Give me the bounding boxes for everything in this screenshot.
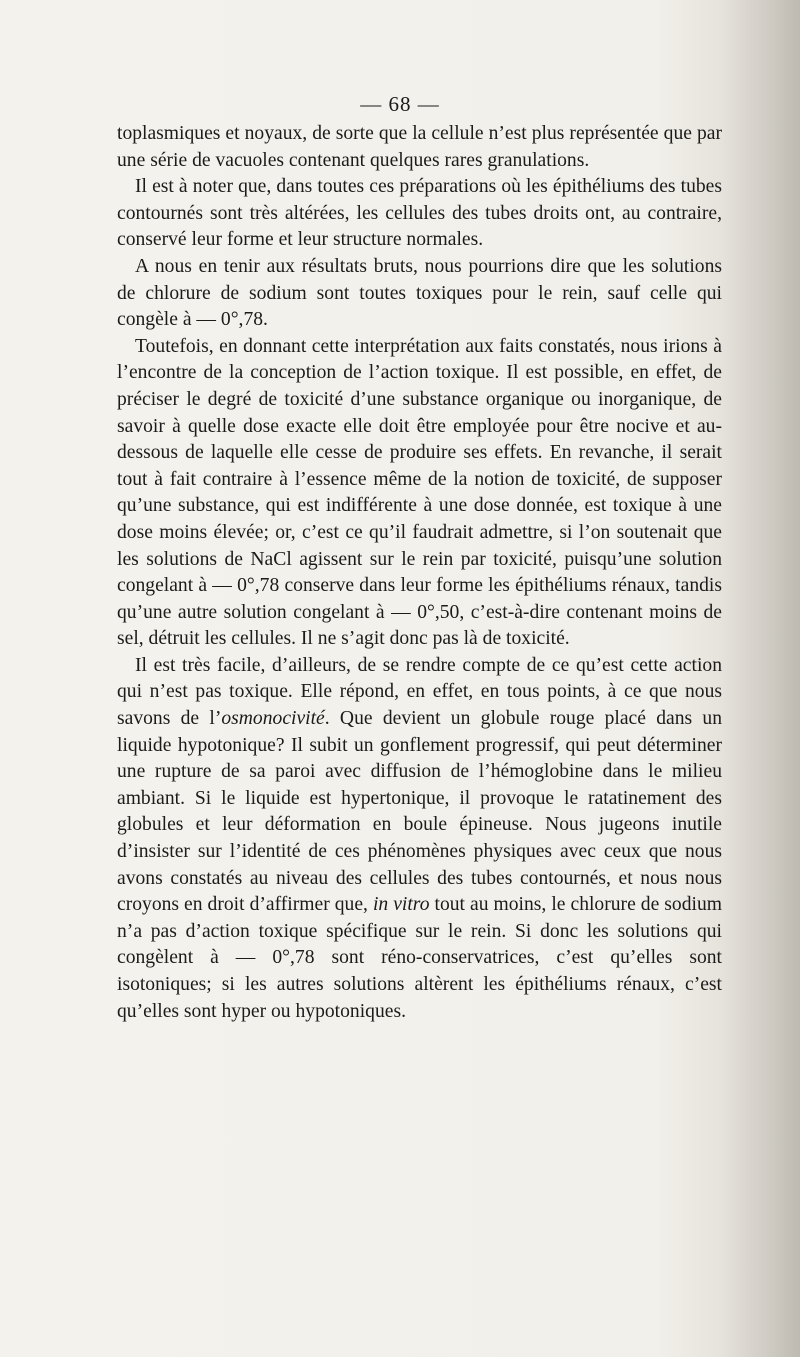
body-text <box>117 121 722 1025</box>
paragraph-5-part-1: Il est très facile, d’ailleurs, de se rendre compte de ce qu’est cette action qui n’est pas toxique. Elle répond, en effet, en tous points, à ce que nous savons de l’ <box>117 654 722 730</box>
paragraph-1: toplasmiques et noyaux, de sorte que la cellule n’est plus représentée que par une série de vacuoles contenant quelques rares granulations. <box>117 123 722 171</box>
paragraph-2: Il est à noter que, dans toutes ces préparations où les épithéliums des tubes contournés sont très altérées, les cellules des tubes droits ont, au contraire, conservé leur forme et leur structure normales. <box>117 176 722 251</box>
paragraph-3: A nous en tenir aux résultats bruts, nous pourrions dire que les solutions de chlorure de sodium sont toutes toxiques pour le rein, sauf celle qui congèle à — 0°,78. <box>117 255 722 331</box>
paragraph-5 <box>117 653 722 1025</box>
paragraph-4: Toutefois, en donnant cette interprétation aux faits constatés, nous irions à l’encontre de la conception de l’action toxique. Il est possible, en effet, de préciser le degré de toxicité d’une substance organique ou inorganique, de savoir à quelle dose exacte elle doit être employée pour être nocive et au-dessous de laquelle elle cesse de produire ses effets. En revanche, il serait tout à fait contraire à l’essence même de la notion de toxicité, de supposer qu’une substance, qui est indifférente à une dose donnée, est toxique à une dose moins élevée; or, c’est ce qu’il faudrait admettre, si l’on soutenait que les solutions de NaCl agissent sur le rein par toxicité, puisqu’une solution congelant à — 0°,78 conserve dans leur forme les épithéliums rénaux, tandis qu’une autre solution congelant à — 0°,50, c’est-à-dire contenant moins de sel, détruit les cellules. Il ne s’agit donc pas là de toxicité. <box>117 335 722 650</box>
paragraph-5-part-3: tout au moins, le chlorure de sodium n’a pas d’action toxique spécifique sur le rein. Si donc les solutions qui congèlent à — 0°,78 sont réno-conservatrices, c’est qu’elles sont isotoniques; si les autres solutions altèrent les épithéliums rénaux, c’est qu’elles sont hyper ou hypotoniques. <box>117 894 722 1022</box>
page-number: — 68 — <box>360 92 440 116</box>
paragraph-5-emphasis-osmonocivite: osmonocivité <box>221 708 325 730</box>
paragraph-5-part-2: . Que devient un globule rouge placé dans un liquide hypotonique? Il subit un gonflement progressif, qui peut déterminer une rupture de sa paroi avec diffusion de l’hémoglobine dans le milieu ambiant. Si le liquide est hypertonique, il provoque le ratatinement des globules et leur déformation en boule épineuse. Nous jugeons inutile d’insister sur l’identité de ces phénomènes physiques avec ceux que nous avons constatés au niveau des cellules des tubes contournés, et nous nous croyons en droit d’affirmer que, <box>117 708 722 916</box>
paragraph-5-emphasis-in-vitro: in vitro <box>372 894 430 916</box>
